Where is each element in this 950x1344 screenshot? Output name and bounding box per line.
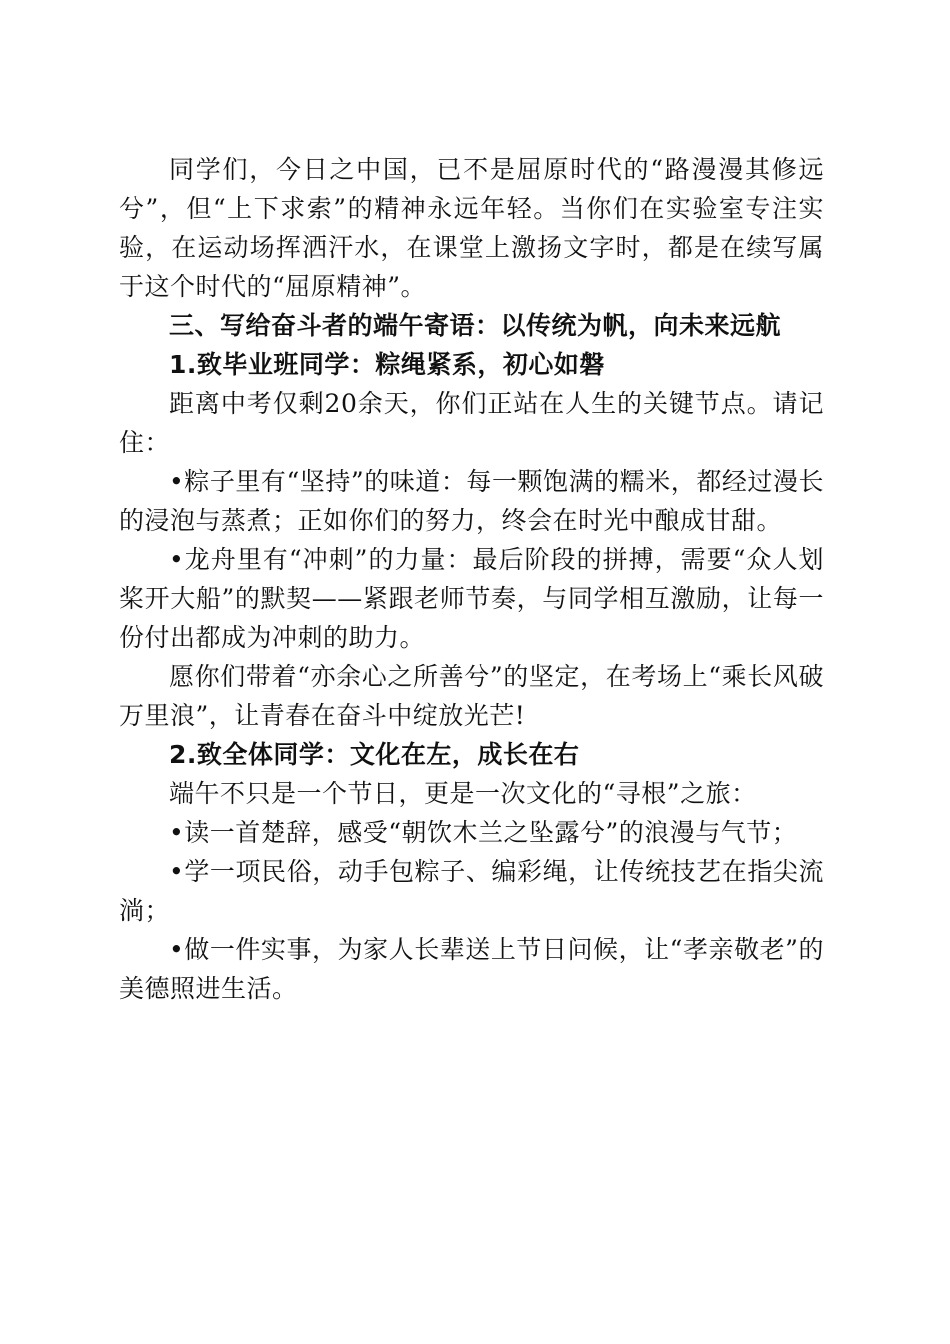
section-heading-three: 三、写给奋斗者的端午寄语：以传统为帆，向未来远航 <box>169 311 782 340</box>
bullet-chuci: •读一首楚辞，感受“朝饮木兰之坠露兮”的浪漫与气节； <box>169 818 798 847</box>
bullet-folk-custom: •学一项民俗，动手包粽子、编彩绳，让传统技艺在指尖流淌； <box>119 857 824 925</box>
bullet-dragon-boat: •龙舟里有“冲刺”的力量：最后阶段的拼搏，需要“众人划桨开大船”的默契——紧跟老师节奏，与同学相互激励，让每一份付出都成为冲刺的助力。 <box>119 545 824 652</box>
body-paragraph-wish: 愿你们带着“亦余心之所善兮”的坚定，在考场上“乘长风破万里浪”，让青春在奋斗中绽放光芒! <box>119 662 824 730</box>
bullet-family: •做一件实事，为家人长辈送上节日问候，让“孝亲敬老”的美德照进生活。 <box>119 935 824 1003</box>
subheading-all-students: 2.致全体同学：文化在左，成长在右 <box>169 740 580 769</box>
body-paragraph-spirit: 同学们，今日之中国，已不是屈原时代的“路漫漫其修远兮”，但“上下求索”的精神永远年轻。当你们在实验室专注实验，在运动场挥洒汗水，在课堂上激扬文字时，都是在续写属于这个时代的“屈原精神”。 <box>119 155 824 301</box>
bullet-zongzi: •粽子里有“坚持”的味道：每一颗饱满的糯米，都经过漫长的浸泡与蒸煮；正如你们的努力，终会在时光中酿成甘甜。 <box>119 467 824 535</box>
subheading-graduates: 1.致毕业班同学：粽绳紧系，初心如磐 <box>169 350 605 379</box>
document-page <box>119 150 824 1008</box>
body-paragraph-culture: 端午不只是一个节日，更是一次文化的“寻根”之旅： <box>169 779 757 808</box>
body-paragraph-exam: 距离中考仅剩20余天，你们正站在人生的关键节点。请记住： <box>119 389 824 457</box>
